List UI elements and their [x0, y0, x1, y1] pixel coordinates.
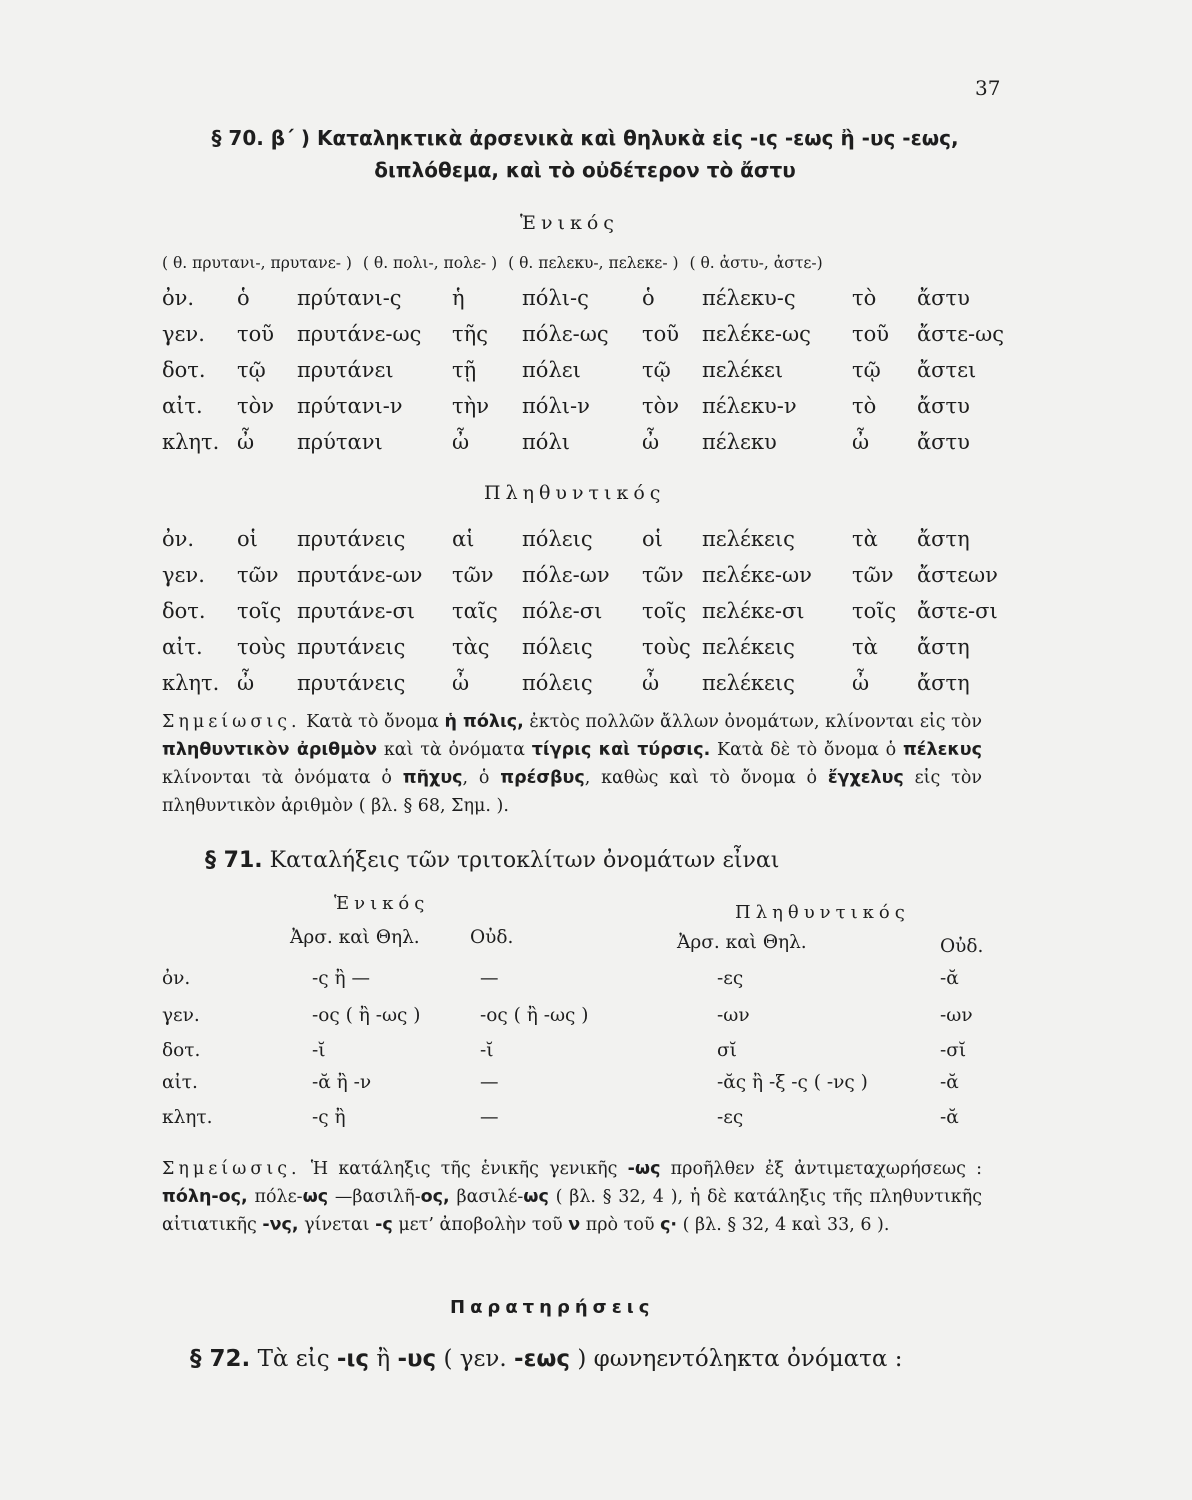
article: ὦ [237, 430, 255, 454]
endings-pl-neut-header: Οὐδ. [940, 936, 984, 957]
case-label: γεν. [162, 1005, 200, 1026]
word-form: πρυτάνε-ων [297, 563, 423, 587]
ending-cell: -ς ἢ — [312, 968, 370, 989]
case-label: δοτ. [162, 358, 206, 382]
note-text: Κατὰ δὲ τὸ ὄνομα ὁ [710, 740, 903, 760]
word-form: πόλεις [522, 671, 593, 695]
section-72-text: ) φωνηεντόληκτα ὀνόματα : [570, 1346, 903, 1372]
word-form: πελέκεις [702, 671, 795, 695]
article: τοὺς [642, 635, 691, 659]
article: τῆς [452, 322, 488, 346]
note-bold: πῆχυς [402, 768, 463, 788]
ending-cell: — [480, 1072, 499, 1093]
endings-plural-label: Πληθυντικός [735, 902, 910, 923]
case-label: αἰτ. [162, 1072, 198, 1093]
note-text: καὶ τὰ ὀνόματα [377, 740, 532, 760]
article: τοὺς [237, 635, 286, 659]
ending-cell: σῐ [717, 1040, 737, 1061]
case-label: κλητ. [162, 1107, 213, 1128]
article: τὰ [852, 635, 878, 659]
word-form: πόλι-ς [522, 286, 589, 310]
word-form: ἄστη [917, 671, 970, 695]
word-form: πελέκει [702, 358, 784, 382]
note-text: προῆλθεν ἐξ ἀντιμεταχωρήσεως : [660, 1159, 982, 1179]
note-bold: ἡ πόλις, [444, 712, 524, 732]
note-text: , καθὼς καὶ τὸ ὄνομα ὁ [584, 768, 828, 788]
section-71-title: Καταλήξεις τῶν τριτοκλίτων ὀνομάτων εἶναι [262, 848, 780, 873]
note-bold: ν [568, 1215, 581, 1235]
note-text: πρὸ τοῦ [580, 1215, 661, 1235]
note-bold: ως [523, 1187, 549, 1207]
article: τὴν [452, 394, 489, 418]
word-form: πόλεις [522, 635, 593, 659]
article: ὦ [642, 430, 660, 454]
word-form: ἄστυ [917, 286, 970, 310]
word-form: πρύτανι [297, 430, 383, 454]
ending-cell: -ος ( ἢ -ως ) [480, 1005, 589, 1026]
article: τῷ [237, 358, 266, 382]
section-72-heading [190, 1346, 903, 1372]
word-form: πρυτάνε-ως [297, 322, 422, 346]
case-label: ὀν. [162, 968, 191, 989]
ending-cell: -ος ( ἢ -ως ) [312, 1005, 421, 1026]
section-70-heading-line2: διπλόθεμα, καὶ τὸ οὐδέτερον τὸ ἄστυ [374, 158, 796, 182]
endings-pl-masc-fem-header: Ἀρσ. καὶ Θηλ. [677, 932, 807, 953]
article: τῷ [642, 358, 671, 382]
section-72-text: Τὰ εἰς [250, 1346, 337, 1372]
article: ὦ [852, 430, 870, 454]
ending-cell: -ᾰ [940, 1072, 959, 1093]
ending-cell: -ᾰς ἢ -ξ -ς ( -νς ) [717, 1072, 868, 1093]
article: τὸ [852, 286, 877, 310]
ending-cell: -ων [717, 1005, 750, 1026]
ending-cell: -ῐ [480, 1040, 494, 1061]
article: τῶν [642, 563, 684, 587]
note-bold: πόλη-ος, [162, 1187, 248, 1207]
section-72-bold: -υς [397, 1346, 437, 1372]
word-form: πόλε-ως [522, 322, 609, 346]
article: ταῖς [452, 599, 498, 623]
endings-sg-neut-header: Οὐδ. [470, 927, 514, 948]
note-text: , ὁ [462, 768, 501, 788]
note-text: εἰς τὸν πληθυντικὸν ἀριθμὸν ( βλ. § 68, Σημ. ). [162, 768, 982, 816]
word-form: πόλεις [522, 527, 593, 551]
article: τὸν [237, 394, 275, 418]
note-text: μετ’ ἀποβολὴν τοῦ [392, 1215, 569, 1235]
word-form: ἄστυ [917, 430, 970, 454]
ending-cell: -ᾰ ἢ -ν [312, 1072, 372, 1093]
note-text: πόλε- [247, 1187, 303, 1207]
word-form: ἄστη [917, 527, 970, 551]
article: τὰς [452, 635, 490, 659]
note-71 [162, 1155, 982, 1239]
case-label: ὀν. [162, 527, 195, 551]
note-bold: πρέσβυς [500, 768, 585, 788]
article: τοῖς [852, 599, 897, 623]
article: αἱ [452, 527, 475, 551]
case-label: δοτ. [162, 1040, 201, 1061]
note-lead: Σημείωσις. [162, 1159, 301, 1179]
ending-cell: -ᾰ [940, 1107, 959, 1128]
word-form: πρύτανι-ς [297, 286, 402, 310]
case-label: αἰτ. [162, 635, 203, 659]
ending-cell: — [480, 1107, 499, 1128]
case-label: ὀν. [162, 286, 195, 310]
word-form: πόλι [522, 430, 570, 454]
word-form: πέλεκυ-ς [702, 286, 796, 310]
section-70-heading-line1: § 70. β΄ ) Καταληκτικὰ ἀρσενικὰ καὶ θηλυκὰ εἰς -ις -εως ἢ -υς -εως, [211, 126, 959, 150]
note-text: ἐκτὸς πολλῶν ἄλλων ὀνομάτων, κλίνονται εἰς τὸν [523, 712, 982, 732]
note-bold: ἔγχελυς [827, 768, 904, 788]
article: τοῖς [237, 599, 282, 623]
section-71-number: § 71. [205, 848, 263, 873]
stem-polis: ( θ. πολι-, πολε- ) [362, 254, 498, 272]
note-text: γίνεται [298, 1215, 376, 1235]
note-bold: ως [302, 1187, 329, 1207]
word-form: ἄστε-σι [917, 599, 998, 623]
ending-cell: -ᾰ [940, 968, 959, 989]
ending-cell: -ς ἢ [312, 1107, 346, 1128]
article: τοῦ [852, 322, 890, 346]
article: τῇ [452, 358, 477, 382]
stems-line [162, 254, 1002, 272]
article: τὸ [852, 394, 877, 418]
note-text: ( βλ. § 32, 4 ), ἡ δὲ κατάληξις τῆς πληθυντικῆς αἰτιατικῆς [162, 1187, 982, 1235]
case-label: αἰτ. [162, 394, 203, 418]
note-bold: -νς, [262, 1215, 299, 1235]
ending-cell: -ες [717, 968, 744, 989]
word-form: πελέκε-ων [702, 563, 812, 587]
note-text: Ἡ κατάληξις τῆς ἑνικῆς γενικῆς [300, 1159, 628, 1179]
stem-pelekys: ( θ. πελεκυ-, πελεκε- ) [508, 254, 679, 272]
ending-cell: -ων [940, 1005, 973, 1026]
article: τῶν [852, 563, 894, 587]
word-form: ἄστε-ως [917, 322, 1004, 346]
note-text: βασιλέ- [449, 1187, 524, 1207]
note-bold: -ως [627, 1159, 661, 1179]
case-label: γεν. [162, 563, 205, 587]
observations-title: Παρατηρήσεις [450, 1297, 655, 1318]
article: ὦ [642, 671, 660, 695]
stem-prytanis: ( θ. πρυτανι-, πρυτανε- ) [162, 254, 352, 272]
word-form: ἄστει [917, 358, 977, 382]
endings-sg-masc-fem-header: Ἀρσ. καὶ Θηλ. [290, 927, 420, 948]
word-form: πρύτανι-ν [297, 394, 403, 418]
word-form: πόλε-σι [522, 599, 603, 623]
note-bold: -ς [375, 1215, 393, 1235]
note-bold: πέλεκυς [902, 740, 982, 760]
note-text: Κατὰ τὸ ὄνομα [300, 712, 445, 732]
article: ὦ [452, 430, 470, 454]
article: τῶν [452, 563, 494, 587]
case-label: γεν. [162, 322, 205, 346]
article: οἱ [642, 527, 663, 551]
section-70-heading [185, 122, 985, 186]
section-72-text: ἢ [369, 1346, 398, 1372]
plural-label: Πληθυντικός [484, 482, 666, 504]
section-72-number: § 72. [190, 1346, 251, 1372]
word-form: πρυτάνεις [297, 527, 406, 551]
singular-label: Ἑνικός [520, 212, 619, 234]
note-70 [162, 708, 982, 820]
word-form: πελέκεις [702, 635, 795, 659]
word-form: πελέκε-ως [702, 322, 811, 346]
word-form: πελέκεις [702, 527, 795, 551]
note-lead: Σημείωσις. [162, 712, 301, 732]
case-label: κλητ. [162, 430, 220, 454]
section-72-bold: -εως [514, 1346, 571, 1372]
ending-cell: -σῐ [940, 1040, 967, 1061]
article: ὁ [642, 286, 655, 310]
word-form: πέλεκυ-ν [702, 394, 797, 418]
note-bold: ς· [660, 1215, 678, 1235]
ending-cell: -ῐ [312, 1040, 326, 1061]
page-number: 37 [975, 76, 1001, 100]
article: τὸν [642, 394, 680, 418]
word-form: πέλεκυ [702, 430, 777, 454]
word-form: πόλε-ων [522, 563, 610, 587]
article: οἱ [237, 527, 258, 551]
section-71-heading [205, 848, 779, 873]
article: ἡ [452, 286, 465, 310]
note-bold: πληθυντικὸν ἀριθμὸν [162, 740, 378, 760]
article: τοῖς [642, 599, 687, 623]
stem-asty: ( θ. ἀστυ-, ἀστε-) [689, 254, 823, 272]
word-form: πρυτάνε-σι [297, 599, 416, 623]
article: τῷ [852, 358, 881, 382]
word-form: πόλει [522, 358, 581, 382]
word-form: ἄστυ [917, 394, 970, 418]
ending-cell: — [480, 968, 499, 989]
word-form: ἄστη [917, 635, 970, 659]
article: ὦ [852, 671, 870, 695]
case-label: δοτ. [162, 599, 206, 623]
article: ὦ [237, 671, 255, 695]
section-72-bold: -ις [336, 1346, 370, 1372]
word-form: πρυτάνεις [297, 671, 406, 695]
article: ὦ [452, 671, 470, 695]
word-form: πόλι-ν [522, 394, 590, 418]
note-bold: ος, [420, 1187, 450, 1207]
note-bold: τίγρις καὶ τύρσις. [531, 740, 711, 760]
note-text: —βασιλῆ- [328, 1187, 421, 1207]
article: τὰ [852, 527, 878, 551]
note-text: ( βλ. § 32, 4 καὶ 33, 6 ). [677, 1215, 890, 1235]
endings-singular-label: Ἑνικός [334, 893, 430, 914]
article: ὁ [237, 286, 250, 310]
case-label: κλητ. [162, 671, 220, 695]
note-text: κλίνονται τὰ ὀνόματα ὁ [162, 768, 403, 788]
word-form: ἄστεων [917, 563, 998, 587]
article: τῶν [237, 563, 279, 587]
ending-cell: -ες [717, 1107, 744, 1128]
article: τοῦ [642, 322, 680, 346]
word-form: πρυτάνεις [297, 635, 406, 659]
section-72-text: ( γεν. [436, 1346, 515, 1372]
word-form: πελέκε-σι [702, 599, 805, 623]
article: τοῦ [237, 322, 275, 346]
word-form: πρυτάνει [297, 358, 394, 382]
